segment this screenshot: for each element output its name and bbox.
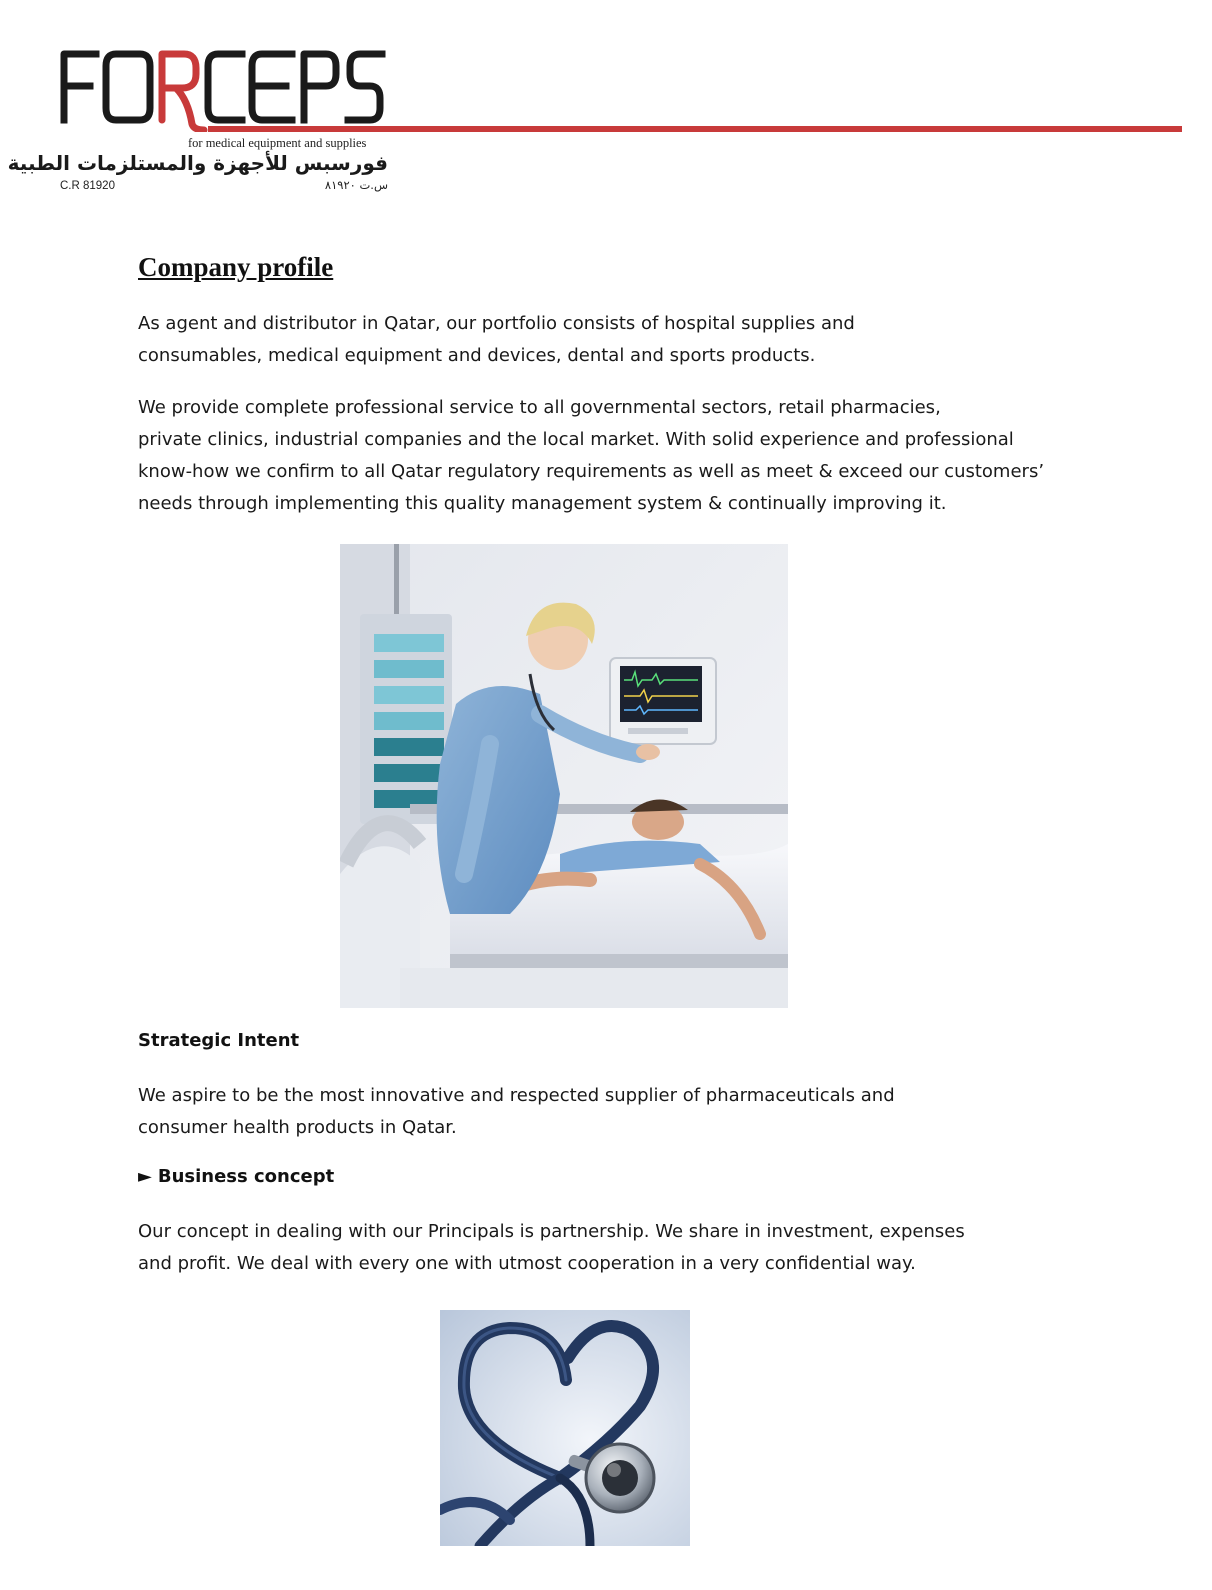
logo-arabic-name: فورسبس للأجهزة والمستلزمات الطبية (7, 151, 388, 175)
profile-paragraph-2-line-3: know-how we confirm to all Qatar regulatory requirements as well as meet & exceed our customers’ (138, 461, 1045, 482)
page-title: Company profile (138, 252, 334, 282)
business-concept-line-2: and profit. We deal with every one with utmost cooperation in a very confidential way. (138, 1253, 916, 1274)
business-concept-paragraph (138, 1216, 1098, 1280)
strategic-intent-line-2: consumer health products in Qatar. (138, 1117, 457, 1138)
business-concept-line-1: Our concept in dealing with our Principals is partnership. We share in investment, expenses (138, 1221, 965, 1242)
profile-paragraph-2-line-4: needs through implementing this quality management system & continually improving it. (138, 493, 947, 514)
business-concept-heading (138, 1166, 334, 1187)
profile-paragraph-1 (138, 308, 1098, 372)
business-concept-heading-text: Business concept (157, 1166, 335, 1187)
profile-paragraph-2-line-1: We provide complete professional service to all governmental sectors, retail pharmacies, (138, 397, 941, 418)
logo-tagline: for medical equipment and supplies (188, 136, 367, 150)
profile-paragraph-2-line-2: private clinics, industrial companies and the local market. With solid experience and professional (138, 429, 1014, 450)
bullet-arrow-icon: ► (138, 1166, 152, 1187)
heart-shaped-stethoscope-icon (440, 1310, 690, 1546)
commercial-registration: C.R 81920 (60, 180, 115, 192)
strategic-intent-heading: Strategic Intent (138, 1030, 300, 1051)
strategic-intent-line-1: We aspire to be the most innovative and respected supplier of pharmaceuticals and (138, 1085, 895, 1106)
commercial-registration-arabic: س.ت ٨١٩٢٠ (324, 178, 388, 192)
nurse-adjusting-patient-monitor-icon (340, 544, 788, 1008)
profile-paragraph-1-line-2: consumables, medical equipment and devices, dental and sports products. (138, 345, 816, 366)
forceps-logo-wordmark (58, 40, 388, 132)
strategic-intent-paragraph (138, 1080, 1098, 1144)
profile-paragraph-1-line-1: As agent and distributor in Qatar, our portfolio consists of hospital supplies and (138, 313, 855, 334)
header-divider (208, 126, 1182, 132)
profile-paragraph-2 (138, 392, 1098, 520)
